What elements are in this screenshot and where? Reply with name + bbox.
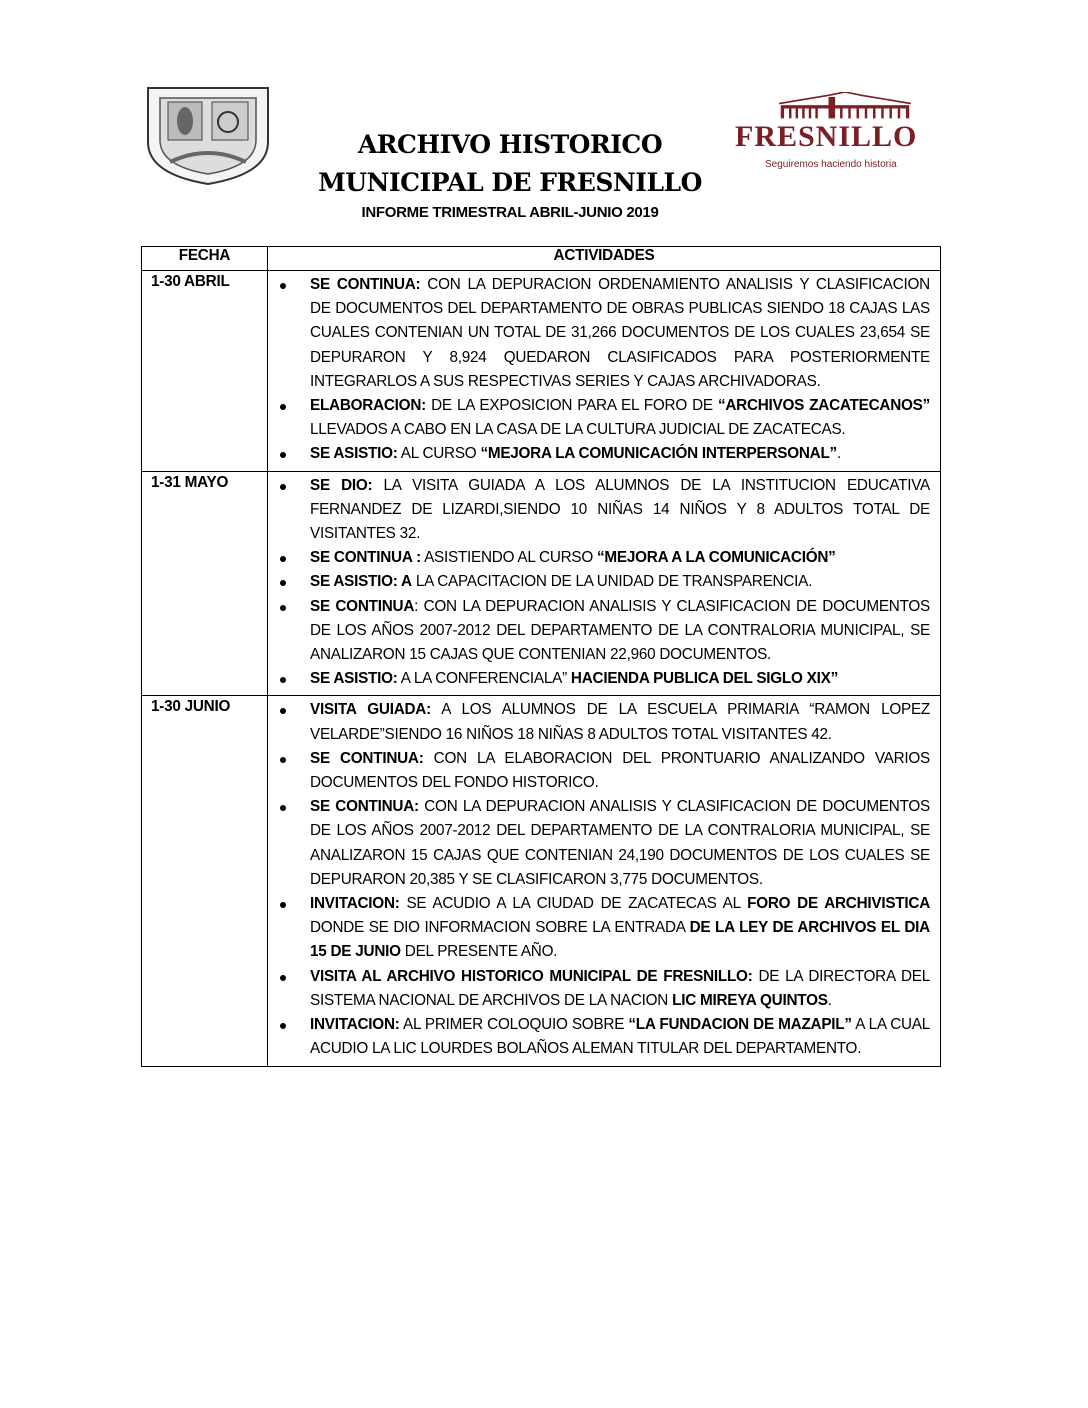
logo-wordmark: FRESNILLO: [735, 120, 918, 153]
activity-label: “ARCHIVOS ZACATECANOS”: [717, 397, 930, 415]
page-title-line1: ARCHIVO HISTORICO: [357, 130, 663, 159]
activity-item: [310, 1013, 930, 1061]
header-actividades: ACTIVIDADES: [268, 247, 941, 271]
fresnillo-logo: [735, 92, 955, 176]
activity-label: SE ASISTIO:: [310, 670, 398, 688]
activity-label: SE CONTINUA: [310, 597, 415, 615]
activity-text: SE ACUDIO A LA CIUDAD DE ZACATECAS AL: [399, 895, 748, 913]
activity-item: [310, 795, 930, 892]
activity-label: HACIENDA PUBLICA DEL SIGLO XIX”: [566, 670, 838, 688]
table-row: [142, 696, 941, 1066]
actividades-cell: [268, 696, 941, 1066]
activity-label: VISITA GUIADA:: [310, 701, 431, 719]
fecha-cell: 1-30 ABRIL: [142, 271, 268, 472]
activity-label: INVITACION:: [310, 1016, 400, 1034]
activity-list: [268, 698, 930, 1061]
activity-label: SE DIO:: [310, 476, 373, 494]
activity-label: “MEJORA A LA COMUNICACIÓN”: [597, 549, 836, 567]
activity-item: [310, 474, 930, 547]
activity-text: CON LA ELABORACION DEL PRONTUARIO ANALIZANDO VARIOS DOCUMENTOS DEL FONDO HISTORICO.: [310, 749, 930, 792]
activity-label: SE CONTINUA:: [310, 749, 424, 767]
activity-list: [268, 273, 930, 467]
fecha-cell: 1-30 JUNIO: [142, 696, 268, 1066]
activity-item: [310, 442, 930, 466]
activity-text: .: [836, 445, 841, 463]
activity-text: LLEVADOS A CABO EN LA CASA DE LA CULTURA JUDICIAL DE ZACATECAS.: [310, 421, 846, 439]
activity-item: [310, 546, 930, 570]
activity-item: [310, 570, 930, 594]
actividades-cell: [268, 271, 941, 472]
activity-item: [310, 273, 930, 394]
activity-label: SE ASISTIO:: [310, 445, 398, 463]
activity-text: DE LA EXPOSICION PARA EL FORO DE: [425, 397, 718, 415]
activity-item: [310, 747, 930, 795]
activity-label: SE ASISTIO: A: [310, 573, 412, 591]
activity-text: ASISTIENDO AL CURSO: [420, 549, 598, 567]
activity-label: “LA FUNDACION DE MAZAPIL”: [628, 1016, 852, 1034]
table-header-row: [142, 247, 941, 271]
activities-table: [141, 246, 941, 1067]
municipal-seal-logo: [140, 82, 276, 186]
activity-label: “MEJORA LA COMUNICACIÓN INTERPERSONAL”: [480, 445, 837, 463]
activity-text: LA VISITA GUIADA A LOS ALUMNOS DE LA INSTITUCION EDUCATIVA FERNANDEZ DE LIZARDI,SIENDO 10 NIÑAS 14 NIÑOS Y 8 ADULTOS TOTAL DE VISITANTES 32.: [310, 476, 931, 543]
fecha-cell: 1-31 MAYO: [142, 471, 268, 696]
activity-label: ELABORACION:: [310, 397, 426, 415]
activity-text: CON LA DEPURACION ORDENAMIENTO ANALISIS Y CLASIFICACION DE DOCUMENTOS DEL DEPARTAMENTO DE OBRAS PUBLICAS SIENDO 18 CAJAS LAS CUALES CONTENIAN UN TOTAL DE 31,266 DOCUMENTOS DE LOS CUALES 23,654 SE DEPURARON Y 8,924 QUEDARON CLASIFICADOS PARA POSTERIORMENTE INTEGRARLOS A SUS RESPECTIVAS SERIES Y CAJAS ARCHIVADORAS.: [310, 276, 930, 390]
activity-text: LA CAPACITACION DE LA UNIDAD DE TRANSPARENCIA.: [411, 573, 813, 591]
activity-label: DE LA LEY DE ARCHIVOS EL DIA 15 DE JUNIO: [310, 919, 930, 961]
activity-label: VISITA AL ARCHIVO HISTORICO MUNICIPAL DE FRESNILLO:: [310, 967, 753, 985]
activity-label: SE CONTINUA :: [310, 549, 421, 567]
activity-text: A LOS ALUMNOS DE LA ESCUELA PRIMARIA “RAMON LOPEZ VELARDE”SIENDO 16 NIÑOS 18 NIÑAS 8 ADULTOS TOTAL VISITANTES 42.: [310, 701, 930, 743]
header-fecha: FECHA: [142, 247, 268, 271]
activity-text: DE LA DIRECTORA DEL SISTEMA NACIONAL DE ARCHIVOS DE LA NACION: [310, 967, 930, 1009]
activity-text: DONDE SE DIO INFORMACION SOBRE LA ENTRADA: [310, 919, 690, 937]
activity-item: [310, 965, 930, 1013]
activity-label: SE CONTINUA:: [310, 798, 419, 816]
activity-label: FORO DE ARCHIVISTICA: [747, 895, 930, 913]
activity-item: [310, 394, 930, 442]
activity-text: DEL PRESENTE AÑO.: [400, 943, 558, 961]
activity-item: [310, 595, 930, 668]
activity-text: A LA CONFERENCIALA”: [397, 670, 567, 688]
actividades-cell: [268, 471, 941, 696]
logo-tagline: Seguiremos haciendo historia: [765, 159, 897, 170]
activity-text: AL CURSO: [397, 445, 481, 463]
activity-text: : CON LA DEPURACION ANALISIS Y CLASIFICACION DE DOCUMENTOS DE LOS AÑOS 2007-2012 DEL DEPARTAMENTO DE LA CONTRALORIA MUNICIPAL, SE ANALIZARON 15 CAJAS QUE CONTENIAN 22,960 DOCUMENTOS.: [310, 597, 930, 664]
activity-text: AL PRIMER COLOQUIO SOBRE: [399, 1016, 629, 1034]
activity-item: [310, 698, 930, 746]
activity-label: INVITACION:: [310, 895, 400, 913]
page-subtitle: INFORME TRIMESTRAL ABRIL-JUNIO 2019: [361, 204, 659, 221]
activity-item: [310, 667, 930, 691]
activity-text: A LA CUAL ACUDIO LA LIC LOURDES BOLAÑOS ALEMAN TITULAR DEL DEPARTAMENTO.: [310, 1016, 930, 1058]
table-row: [142, 471, 941, 696]
activity-text: .: [827, 991, 832, 1009]
activity-label: SE CONTINUA:: [310, 276, 421, 293]
page-title-line2: MUNICIPAL DE FRESNILLO: [318, 168, 702, 197]
activity-list: [268, 474, 930, 692]
table-row: [142, 271, 941, 472]
activity-item: [310, 892, 930, 965]
activity-text: CON LA DEPURACION ANALISIS Y CLASIFICACION DE DOCUMENTOS DE LOS AÑOS 2007-2012 DEL DEPARTAMENTO DE LA CONTRALORIA MUNICIPAL, SE ANALIZARON 15 CAJAS QUE CONTENIAN 24,190 DOCUMENTOS DE LOS CUALES SE DEPURARON 20,385 Y SE CLASIFICARON 3,775 DOCUMENTOS.: [310, 798, 930, 888]
activity-label: LIC MIREYA QUINTOS: [672, 991, 828, 1009]
